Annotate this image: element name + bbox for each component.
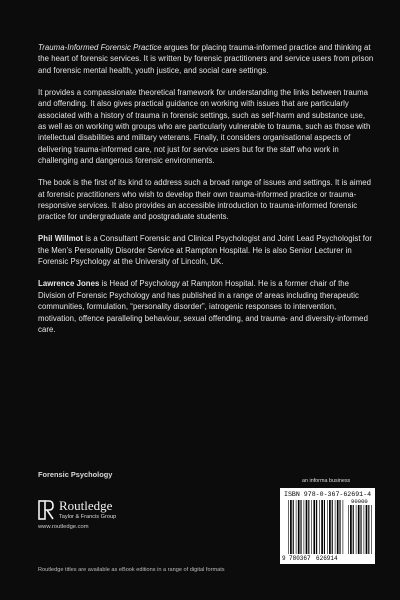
price-code: 90000 [351, 498, 368, 505]
barcode-bar [288, 500, 289, 554]
barcode-graphic [280, 488, 375, 564]
barcode-bar [329, 500, 331, 554]
informa-business-label: an informa business [302, 478, 351, 484]
barcode-bar [360, 505, 361, 554]
barcode-bar [308, 500, 309, 554]
barcode-bar [339, 500, 340, 554]
publisher-url: www.routledge.com [38, 524, 89, 530]
isbn-text: ISBN 978-0-367-62691-4 [284, 491, 372, 498]
ean-first-digit: 9 [282, 555, 286, 562]
isbn-barcode [280, 488, 375, 564]
barcode-bar [368, 505, 369, 554]
blurb-paragraph-1 [38, 42, 374, 76]
book-title-italic: Trauma-Informed Forensic Practice [38, 43, 162, 52]
barcode-bar [293, 500, 294, 554]
ebook-availability-note: Routledge titles are available as eBook editions in a range of digital formats [38, 567, 225, 573]
blurb-paragraph-2: It provides a compassionate theoretical framework for understanding the links between trauma and offending. It also gives practical guidance on working with issues that are particularly associated with a history of trauma in forensic settings, such as self-harm and substance use, as well as on working with groups who are particularly vulnerable to trauma, such as those with intellectual disabilities and military veterans. Finally, it considers organisational aspects of delivering trauma-informed care, not just for service users but for the staff who work in challenging and dangerous forensic environments. [38, 87, 371, 166]
barcode-bar [311, 500, 312, 554]
barcode-bar [353, 505, 354, 554]
barcode-bar [337, 500, 339, 554]
barcode-bar [324, 500, 325, 554]
barcode-bar [348, 505, 349, 554]
ean-group-1: 780367 [289, 555, 311, 562]
barcode-bar [304, 500, 305, 554]
barcode-bar [300, 500, 301, 554]
barcode-bar [298, 500, 300, 554]
barcode-bar [371, 505, 372, 554]
author-bio-1-text: is a Consultant Forensic and Clinical Psychologist and Joint Lead Psychologist for the Men’s Personality Disorder Service at Rampton Hospital. He is also Senior Lecturer in Forensic Psychology at the University of Lincoln, UK. [38, 234, 373, 267]
barcode-bar [313, 500, 315, 554]
barcode-bar [343, 500, 344, 554]
barcode-bar [356, 505, 357, 554]
barcode-bar [306, 500, 308, 554]
barcode-bars-addon [348, 505, 372, 554]
barcode-bar [319, 500, 320, 554]
barcode-bar [358, 505, 360, 554]
author-name-2: Lawrence Jones [38, 279, 100, 289]
barcode-bar [290, 500, 292, 554]
barcode-bar [332, 500, 333, 554]
barcode-bar [335, 500, 336, 554]
author-name-1: Phil Willmot [38, 234, 84, 244]
publisher-logo [38, 497, 178, 531]
blurb-paragraph-3: The book is the first of its kind to address such a broad range of issues and settings. It is aimed at forensic practitioners who wish to develop their own trauma-informed practice or trauma-responsive services. It also provides an accessible introduction to trauma-informed forensic practice for undergraduate and postgraduate students. [38, 178, 372, 222]
publisher-tagline: Taylor & Francis Group [59, 514, 117, 520]
back-cover-blurb [38, 42, 374, 346]
barcode-bar [321, 500, 323, 554]
barcode-bar [316, 500, 317, 554]
ean-group-2: 626914 [316, 555, 338, 562]
publisher-name: Routledge [59, 498, 113, 513]
barcode-bar [366, 505, 368, 554]
author-bio-2 [38, 278, 374, 335]
author-bio-2-text: is Head of Psychology at Rampton Hospital. He is a former chair of the Division of Forensic Psychology and has published in a range of areas including therapeutic communities, formulation, “personality disorder”, iatrogenic responses to intervention, motivation, offence paralleling behaviour, sexual offending, and trauma- and diversity-informed care. [38, 279, 368, 334]
author-bio-1 [38, 233, 374, 267]
subject-category: Forensic Psychology [38, 470, 113, 479]
barcode-bar [327, 500, 328, 554]
routledge-mark-icon [38, 500, 54, 520]
barcode-bars-main [288, 500, 343, 554]
barcode-bar [296, 500, 297, 554]
barcode-bar [350, 505, 352, 554]
barcode-bar [364, 505, 365, 554]
blurb-paragraph-1-text: argues for placing trauma-informed practice and thinking at the heart of forensic services. It is written by forensic practitioners and service users from prison and forensic mental health, youth justice, and social care settings. [38, 43, 374, 75]
